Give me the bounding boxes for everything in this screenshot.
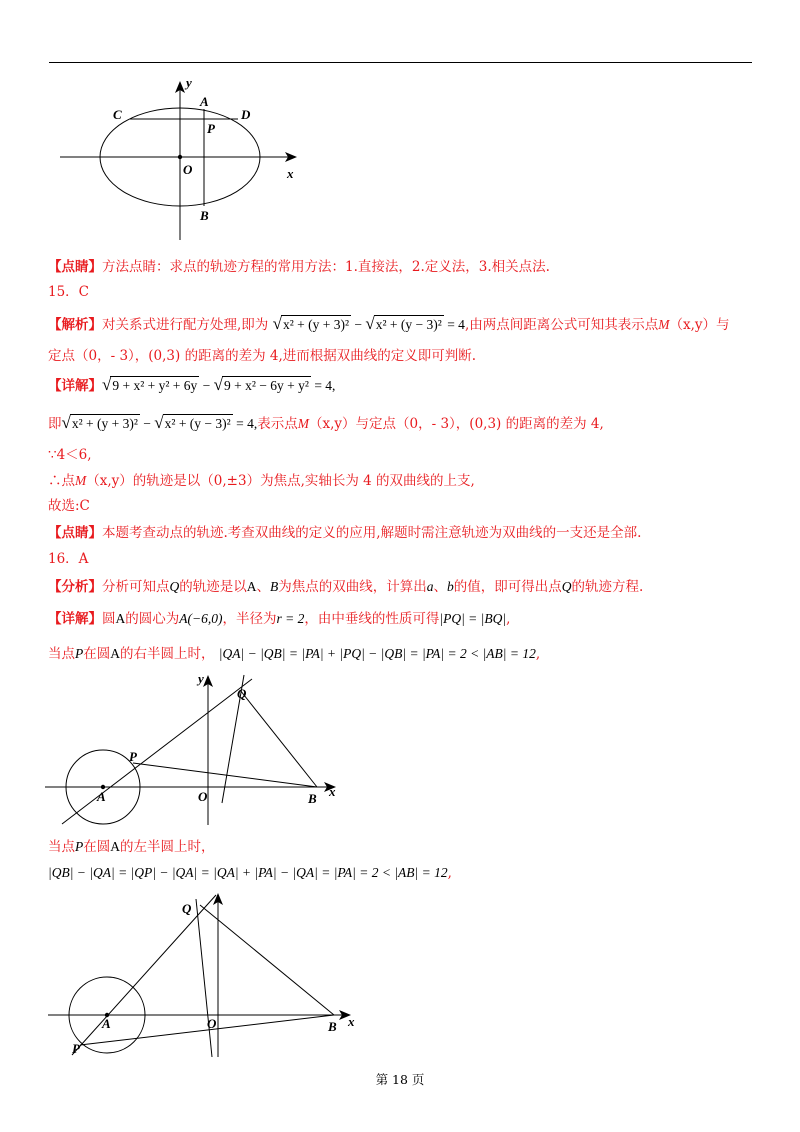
right-3: 的右半圆上时， (120, 646, 215, 662)
fenxi-7: 的轨迹方程. (571, 579, 644, 595)
dianjing-1 (48, 258, 550, 276)
label-x: x (348, 1014, 355, 1029)
xj-rhs: = 4, (314, 378, 336, 393)
xj-3: ，半径为 (222, 611, 277, 627)
right-2: 在圆 (83, 646, 111, 662)
q16-right-half (48, 645, 540, 663)
fenxi-q2: Q (561, 579, 572, 594)
q16-heading: 16．A (48, 551, 89, 567)
right-end: , (535, 646, 541, 662)
q15-jiexi-line1 (48, 315, 730, 334)
q16-left-equation (48, 864, 452, 882)
left-end: , (447, 865, 452, 881)
label-x: x (287, 166, 294, 181)
label-q: Q (237, 686, 247, 701)
line-q-b (240, 690, 317, 787)
fenxi-q: Q (169, 579, 180, 594)
fenxi-va: a (426, 579, 434, 594)
page-number: 第 18 页 (375, 1072, 425, 1087)
line-a-q (62, 679, 252, 824)
jiexi-tag: 【解析】 (48, 317, 102, 333)
label-o: O (207, 1016, 217, 1031)
q15-therefore (48, 472, 475, 490)
perpendicular-bisector (196, 899, 212, 1057)
label-y: y (198, 671, 204, 686)
label-b: B (328, 1019, 337, 1034)
fenxi-2: 的轨迹是以 (179, 579, 247, 595)
q15-dianjing (48, 524, 641, 542)
ji-post-2: 与定点（0，- 3），(0,3) 的距离的差为 4, (355, 416, 604, 432)
ji-post: 表示点 (257, 416, 298, 432)
q15-xiangjie-line1 (48, 376, 335, 395)
point-xy: （x,y） (669, 317, 717, 333)
origin-dot (178, 155, 182, 159)
jiexi-equation: √x² + (y + 3)² − √x² + (y − 3)² = 4 (272, 314, 465, 333)
label-a: A (97, 789, 106, 804)
label-p: P (207, 121, 215, 136)
left-2: 在圆 (83, 839, 111, 855)
right-equation: |QA| − |QB| = |PA| + |PQ| − |QB| = |PA| = 2 < |AB| = 12 (218, 646, 536, 661)
right-a: A (110, 646, 120, 661)
q15-dianjing-text: 本题考查动点的轨迹.考查双曲线的定义的应用,解题时需注意轨迹为双曲线的一支还是全部. (102, 525, 642, 541)
ji-equation: √x² + (y + 3)² − √x² + (y − 3)² = 4, (61, 413, 258, 432)
left-a: A (110, 839, 120, 854)
ji-rhs: = 4, (236, 416, 258, 431)
label-q: Q (182, 901, 192, 916)
ji-point-xy: （x,y） (308, 416, 356, 432)
fenxi-1: 分析可知点 (102, 579, 170, 595)
label-y: y (186, 75, 192, 90)
fenxi-tag: 【分析】 (48, 579, 102, 595)
xj-center: A(−6,0) (179, 611, 223, 626)
eq-term-a: x² + (y + 3)² (282, 317, 350, 332)
fenxi-4: 为焦点的双曲线，计算出 (278, 579, 427, 595)
fenxi-5: 、 (433, 579, 447, 595)
ji-term-a: x² + (y + 3)² (71, 416, 138, 431)
q15-heading: 15．C (48, 284, 90, 300)
dianjing-tag: 【点睛】 (48, 259, 102, 275)
fenxi-6: 的值，即可得出点 (453, 579, 562, 595)
q15-because: ∵4＜6, (48, 447, 92, 463)
left-1: 当点 (48, 839, 75, 855)
xj-term-b: 9 + x² − 6y + y² (224, 378, 309, 393)
therefore-post: 的轨迹是以（0,±3）为焦点,实轴长为 4 的双曲线的上支, (132, 473, 475, 489)
label-x: x (329, 784, 336, 799)
xj-pq-eq: |PQ| = |BQ| (439, 611, 507, 626)
xj-4: ，由中垂线的性质可得 (304, 611, 440, 627)
jiexi-text: 对关系式进行配方处理,即为 (102, 317, 269, 333)
label-a: A (102, 1016, 111, 1031)
eq-term-b: x² + (y − 3)² (375, 317, 442, 332)
label-o: O (198, 789, 208, 804)
q16-xiangjie-tag: 【详解】 (48, 611, 102, 627)
left-equation: |QB| − |QA| = |QP| − |QA| = |QA| + |PA| − |QA| = |PA| = 2 < |AB| = 12 (48, 865, 448, 880)
xj-2: 的圆心为 (125, 611, 180, 627)
header-rule (49, 62, 752, 63)
label-p: P (72, 1041, 80, 1056)
ji-term-b: x² + (y − 3)² (164, 416, 231, 431)
right-p: P (75, 646, 84, 661)
q16-left-half (48, 838, 215, 856)
q16-fenxi (48, 578, 643, 596)
jiexi-text-3: 与 (716, 317, 730, 333)
q15-jiexi-line2: 定点（0，- 3），(0,3) 的距离的差为 4,进而根据双曲线的定义即可判断. (48, 348, 477, 364)
hyperbola-figure-right (40, 665, 360, 830)
q15-dianjing-tag: 【点睛】 (48, 525, 102, 541)
point-m: M (658, 317, 670, 332)
label-b: B (200, 208, 209, 223)
hyperbola-figure-left (40, 885, 370, 1060)
xj-radius: r = 2 (276, 611, 305, 626)
xiangjie-equation: √9 + x² + y² + 6y − √9 + x² − 6y + y² = 4, (102, 375, 336, 394)
q15-xiangjie-line2 (48, 414, 604, 433)
therefore-point-m: M (75, 473, 87, 488)
therefore-pre: ∴点 (48, 473, 75, 489)
ji-pre: 即 (48, 416, 62, 432)
label-o: O (183, 162, 193, 177)
q16-xiangjie (48, 610, 510, 628)
fenxi-3: 、 (256, 579, 270, 595)
ji-point-m: M (297, 416, 309, 431)
xj-term-a: 9 + x² + y² + 6y (112, 378, 198, 393)
xj-1: 圆 (102, 611, 116, 627)
line-q-b (200, 905, 334, 1015)
label-d: D (241, 107, 251, 122)
left-3: 的左半圆上时， (120, 839, 215, 855)
xj-circle-a: A (115, 611, 126, 626)
label-a: A (200, 94, 209, 109)
label-c: C (113, 107, 122, 122)
label-p: P (129, 749, 137, 764)
fenxi-a: A (246, 579, 257, 594)
ellipse-figure (55, 75, 305, 245)
xj-5: , (506, 611, 511, 627)
eq-rhs: = 4 (447, 317, 465, 332)
dianjing-text: 方法点睛：求点的轨迹方程的常用方法：1.直接法，2.定义法，3.相关点法. (102, 259, 550, 275)
label-b: B (308, 791, 317, 806)
fenxi-b: B (270, 579, 279, 594)
jiexi-text-2: ,由两点间距离公式可知其表示点 (464, 317, 659, 333)
therefore-point-xy: （x,y） (86, 473, 133, 489)
xiangjie-tag: 【详解】 (48, 378, 102, 394)
fenxi-vb: b (447, 579, 454, 594)
right-1: 当点 (48, 646, 75, 662)
left-p: P (75, 839, 84, 854)
q15-answer: 故选:C (48, 498, 90, 514)
